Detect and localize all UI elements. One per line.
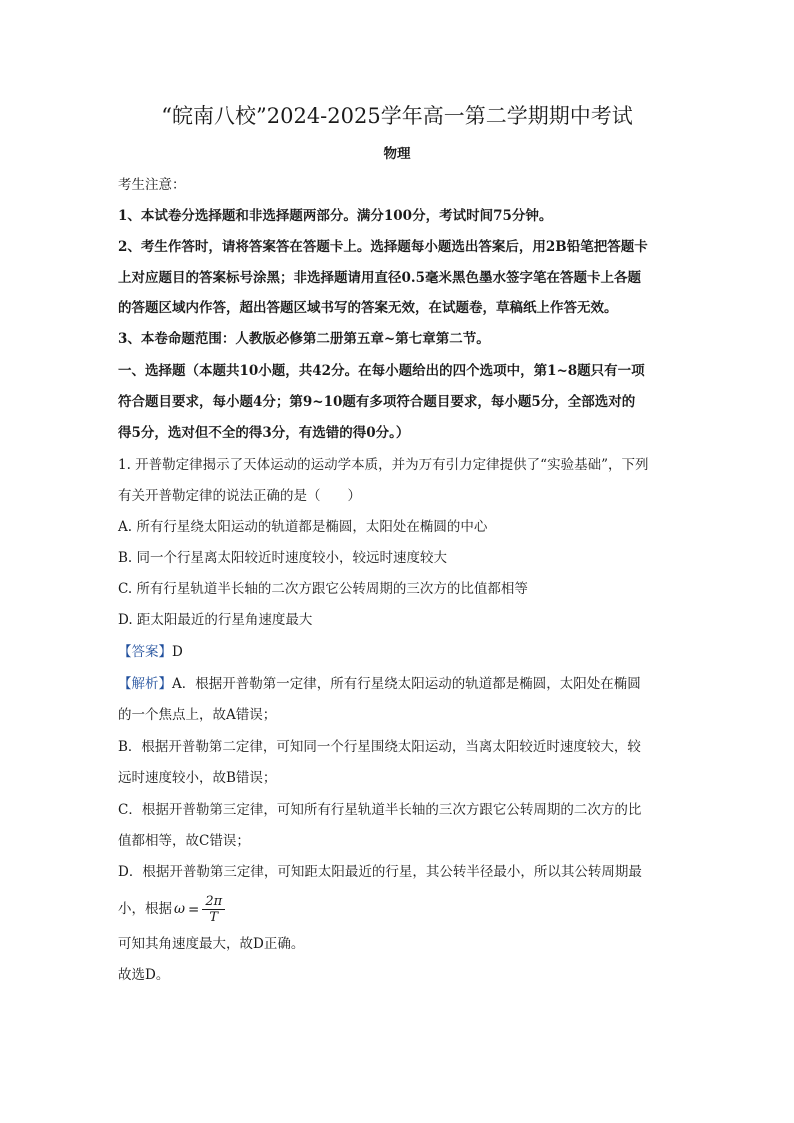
notice-item-2-cont2: 的答题区域内作答，超出答题区域书写的答案无效，在试题卷，草稿纸上作答无效。 [118,300,618,316]
formula-fraction [202,894,225,925]
formula-lhs: ω [174,901,186,917]
exam-title: “皖南八校”2024-2025学年高一第二学期期中考试 [161,104,633,128]
option-b: B. 同一个行星离太阳较近时速度较小，较远时速度较大 [118,550,448,566]
analysis-text-1: A．根据开普勒第一定律，所有行星绕太阳运动的轨道都是椭圆，太阳处在椭圆 [172,676,641,692]
analysis-conclusion: 可知其角速度最大，故D正确。 [118,936,305,952]
answer-value: D [172,644,183,660]
section-instructions-1: 一、选择题（本题共10小题，共42分。在每小题给出的四个选项中，第1~8题只有一项 [118,363,645,379]
answer-label: 【答案】 [118,644,172,660]
analysis-final-choice: 故选D。 [118,967,170,983]
analysis-line-1 [118,674,678,694]
analysis-line-4: 远时速度较小，故B错误； [118,770,277,786]
option-a: A. 所有行星绕太阳运动的轨道都是椭圆，太阳处在椭圆的中心 [118,519,488,535]
notice-heading: 考生注意： [118,177,186,193]
analysis-line-7: D．根据开普勒第三定律，可知距太阳最近的行星，其公转半径最小，所以其公转周期最 [118,864,642,880]
notice-item-2: 2、考生作答时，请将答案答在答题卡上。选择题每小题选出答案后，用2B铅笔把答题卡 [118,239,648,255]
analysis-line-8 [118,894,678,925]
answer-line [118,642,678,662]
analysis-line-5: C．根据开普勒第三定律，可知所有行星轨道半长轴的三次方跟它公转周期的二次方的比 [118,802,642,818]
notice-item-2-cont: 上对应题目的答案标号涂黑；非选择题请用直径0.5毫米黑色墨水签字笔在答题卡上各题 [118,270,641,286]
formula-denominator: T [209,910,219,925]
analysis-line-6: 值都相等，故C错误； [118,833,250,849]
question-stem-1: 1. 开普勒定律揭示了天体运动的运动学本质，并为万有引力定律提供了“实验基础”，下列 [118,457,649,473]
subject-title: 物理 [383,146,411,162]
option-c: C. 所有行星轨道半长轴的二次方跟它公转周期的三次方的比值都相等 [118,581,528,597]
section-instructions-2: 符合题目要求，每小题4分；第9~10题有多项符合题目要求，每小题5分，全部选对的 [118,394,636,410]
analysis-line-2: 的一个焦点上，故A错误； [118,707,277,723]
notice-item-1: 1、本试卷分选择题和非选择题两部分。满分100分，考试时间75分钟。 [118,208,553,224]
notice-item-3: 3、本卷命题范围：人教版必修第二册第五章~第七章第二节。 [118,331,490,347]
formula-equals: = [188,901,200,918]
question-stem-2: 有关开普勒定律的说法正确的是（ ） [118,488,361,504]
analysis-label: 【解析】 [118,676,172,692]
section-instructions-3: 得5分，选对但不全的得3分，有选错的得0分。） [118,425,410,441]
formula-numerator: 2π [202,894,225,910]
analysis-text-8: 小，根据 [118,901,172,917]
option-d: D. 距太阳最近的行星角速度最大 [118,612,313,628]
omega-formula [174,894,225,925]
analysis-line-3: B．根据开普勒第二定律，可知同一个行星围绕太阳运动，当离太阳较近时速度较大，较 [118,739,641,755]
